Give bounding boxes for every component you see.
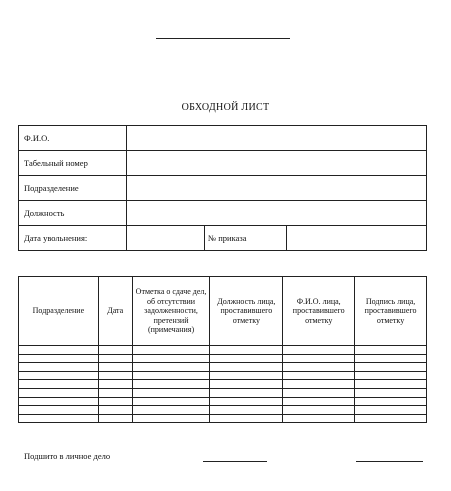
table-cell[interactable] <box>98 406 132 415</box>
table-row <box>19 380 427 389</box>
dismissal-date-label: Дата увольнения: <box>19 226 127 251</box>
table-cell[interactable] <box>283 354 355 363</box>
table-cell[interactable] <box>355 406 427 415</box>
table-cell[interactable] <box>283 346 355 355</box>
table-cell[interactable] <box>132 363 210 372</box>
table-cell[interactable] <box>355 354 427 363</box>
table-cell[interactable] <box>98 354 132 363</box>
col-header-fio: Ф.И.О. лица, проставившего отметку <box>283 277 355 346</box>
table-row <box>19 397 427 406</box>
col-header-mark: Отметка о сдаче дел, об отсутствии задолженности, претензий (примечания) <box>132 277 210 346</box>
table-cell[interactable] <box>283 406 355 415</box>
table-cell[interactable] <box>355 363 427 372</box>
document-title: ОБХОДНОЙ ЛИСТ <box>181 102 270 113</box>
table-cell[interactable] <box>132 371 210 380</box>
table-row <box>19 363 427 372</box>
table-cell[interactable] <box>132 380 210 389</box>
tab-number-label: Табельный номер <box>19 151 127 176</box>
table-cell[interactable] <box>98 388 132 397</box>
table-row <box>19 414 427 423</box>
department-label: Подразделение <box>19 176 127 201</box>
table-cell[interactable] <box>132 414 210 423</box>
table-cell[interactable] <box>210 414 283 423</box>
table-cell[interactable] <box>355 414 427 423</box>
order-number-label: № приказа <box>205 226 287 251</box>
table-cell[interactable] <box>355 388 427 397</box>
table-cell[interactable] <box>19 397 99 406</box>
table-cell[interactable] <box>210 406 283 415</box>
table-cell[interactable] <box>283 371 355 380</box>
table-cell[interactable] <box>355 397 427 406</box>
table-cell[interactable] <box>210 388 283 397</box>
table-cell[interactable] <box>98 371 132 380</box>
fio-label: Ф.И.О. <box>19 126 127 151</box>
filed-signature-line <box>356 461 423 462</box>
table-cell[interactable] <box>132 354 210 363</box>
table-cell[interactable] <box>210 380 283 389</box>
col-header-date: Дата <box>98 277 132 346</box>
table-cell[interactable] <box>132 346 210 355</box>
position-field[interactable] <box>127 201 427 226</box>
clearance-table-body <box>19 346 427 423</box>
table-cell[interactable] <box>210 371 283 380</box>
table-cell[interactable] <box>355 371 427 380</box>
table-cell[interactable] <box>132 397 210 406</box>
info-row-tab-number <box>19 151 427 176</box>
table-cell[interactable] <box>19 388 99 397</box>
clearance-table <box>18 276 427 423</box>
table-cell[interactable] <box>283 414 355 423</box>
col-header-signature: Подпись лица, проставившего отметку <box>355 277 427 346</box>
table-row <box>19 346 427 355</box>
table-row <box>19 371 427 380</box>
table-cell[interactable] <box>283 363 355 372</box>
filed-label: Подшито в личное дело <box>24 451 111 461</box>
table-cell[interactable] <box>283 397 355 406</box>
order-number-field[interactable] <box>287 226 427 251</box>
department-field[interactable] <box>127 176 427 201</box>
table-cell[interactable] <box>19 406 99 415</box>
table-cell[interactable] <box>355 346 427 355</box>
fio-field[interactable] <box>127 126 427 151</box>
table-cell[interactable] <box>19 414 99 423</box>
info-row-dismissal <box>19 226 427 251</box>
table-cell[interactable] <box>98 414 132 423</box>
table-cell[interactable] <box>210 354 283 363</box>
clearance-table-header <box>19 277 427 346</box>
table-cell[interactable] <box>19 363 99 372</box>
col-header-department: Подразделение <box>19 277 99 346</box>
employee-info-table <box>18 125 427 251</box>
table-cell[interactable] <box>355 380 427 389</box>
table-row <box>19 406 427 415</box>
table-cell[interactable] <box>210 397 283 406</box>
table-cell[interactable] <box>98 380 132 389</box>
table-cell[interactable] <box>210 346 283 355</box>
table-cell[interactable] <box>283 380 355 389</box>
table-cell[interactable] <box>19 354 99 363</box>
table-cell[interactable] <box>283 388 355 397</box>
table-cell[interactable] <box>132 388 210 397</box>
table-cell[interactable] <box>98 346 132 355</box>
table-cell[interactable] <box>132 406 210 415</box>
table-cell[interactable] <box>19 371 99 380</box>
col-header-position: Должность лица, проставившего отметку <box>210 277 283 346</box>
tab-number-field[interactable] <box>127 151 427 176</box>
table-cell[interactable] <box>19 346 99 355</box>
table-row <box>19 388 427 397</box>
table-row <box>19 354 427 363</box>
position-label: Должность <box>19 201 127 226</box>
table-cell[interactable] <box>210 363 283 372</box>
table-cell[interactable] <box>98 397 132 406</box>
table-cell[interactable] <box>98 363 132 372</box>
info-row-fio <box>19 126 427 151</box>
table-cell[interactable] <box>19 380 99 389</box>
filed-date-line <box>203 461 267 462</box>
dismissal-date-field[interactable] <box>127 226 205 251</box>
header-blank-line <box>156 38 290 39</box>
info-row-position <box>19 201 427 226</box>
info-row-department <box>19 176 427 201</box>
